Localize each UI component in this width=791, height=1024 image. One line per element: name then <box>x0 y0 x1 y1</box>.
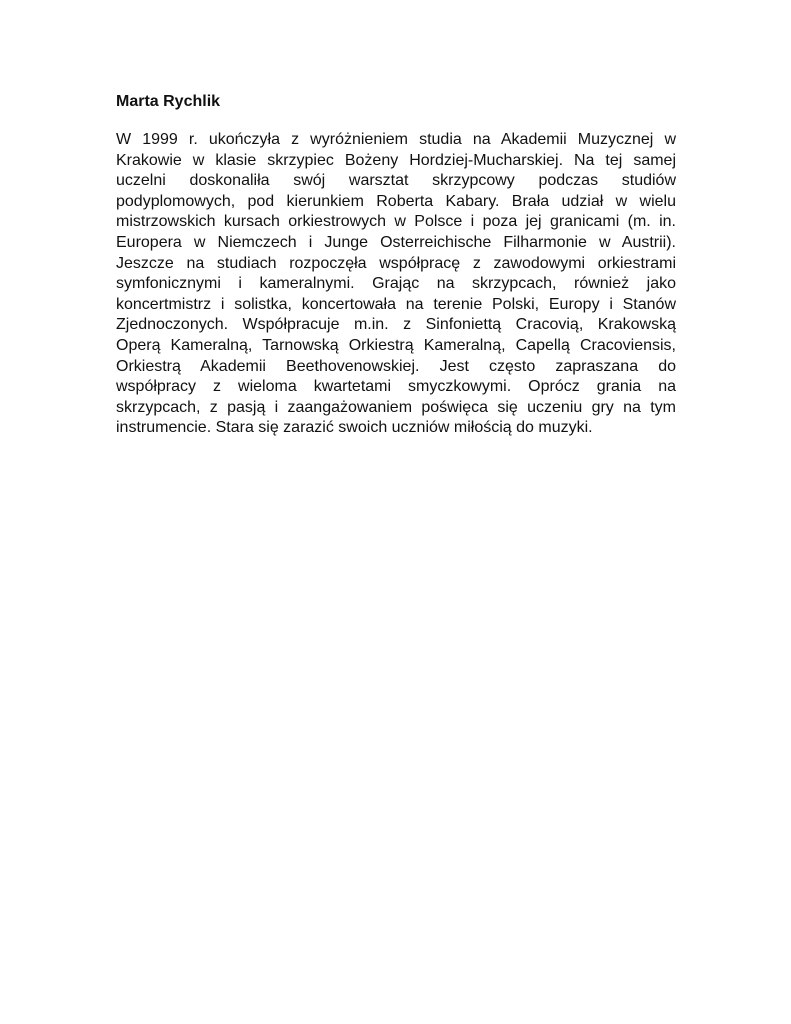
paragraph-line: Jeszcze na studiach rozpoczęła współpracę z zawodowymi orkiestrami <box>116 254 676 272</box>
paragraph-line: W 1999 r. ukończyła z wyróżnieniem studia na Akademii Muzycznej w <box>116 131 676 148</box>
paragraph-line: instrumencie. Stara się zarazić swoich uczniów miłością do muzyki. <box>116 419 593 437</box>
paragraph-line: symfonicznymi i kameralnymi. Grając na skrzypcach, również jako <box>116 275 676 293</box>
biography-paragraph <box>116 130 676 439</box>
paragraph-line: współpracy z wieloma kwartetami smyczkowymi. Oprócz grania na <box>116 378 676 396</box>
paragraph-line: Orkiestrą Akademii Beethovenowskiej. Jest często zapraszana do <box>116 357 676 375</box>
paragraph-line: mistrzowskich kursach orkiestrowych w Polsce i poza jej granicami (m. in. <box>116 213 676 231</box>
paragraph-line: Europera w Niemczech i Junge Osterreichische Filharmonie w Austrii). <box>116 233 676 251</box>
paragraph-line: Operą Kameralną, Tarnowską Orkiestrą Kameralną, Capellą Cracoviensis, <box>116 336 676 354</box>
paragraph-line: Krakowie w klasie skrzypiec Bożeny Hordziej-Mucharskiej. Na tej samej <box>116 151 676 169</box>
paragraph-line: podyplomowych, pod kierunkiem Roberta Kabary. Brała udział w wielu <box>116 192 676 210</box>
biography-title: Marta Rychlik <box>116 93 221 110</box>
paragraph-line: uczelni doskonaliła swój warsztat skrzypcowy podczas studiów <box>116 172 676 190</box>
paragraph-line: skrzypcach, z pasją i zaangażowaniem poświęca się uczeniu gry na tym <box>116 398 676 416</box>
paragraph-line: koncertmistrz i solistka, koncertowała na terenie Polski, Europy i Stanów <box>116 295 676 313</box>
paragraph-line: Zjednoczonych. Współpracuje m.in. z Sinfoniettą Cracovią, Krakowską <box>116 316 676 334</box>
biography-content <box>116 91 676 439</box>
